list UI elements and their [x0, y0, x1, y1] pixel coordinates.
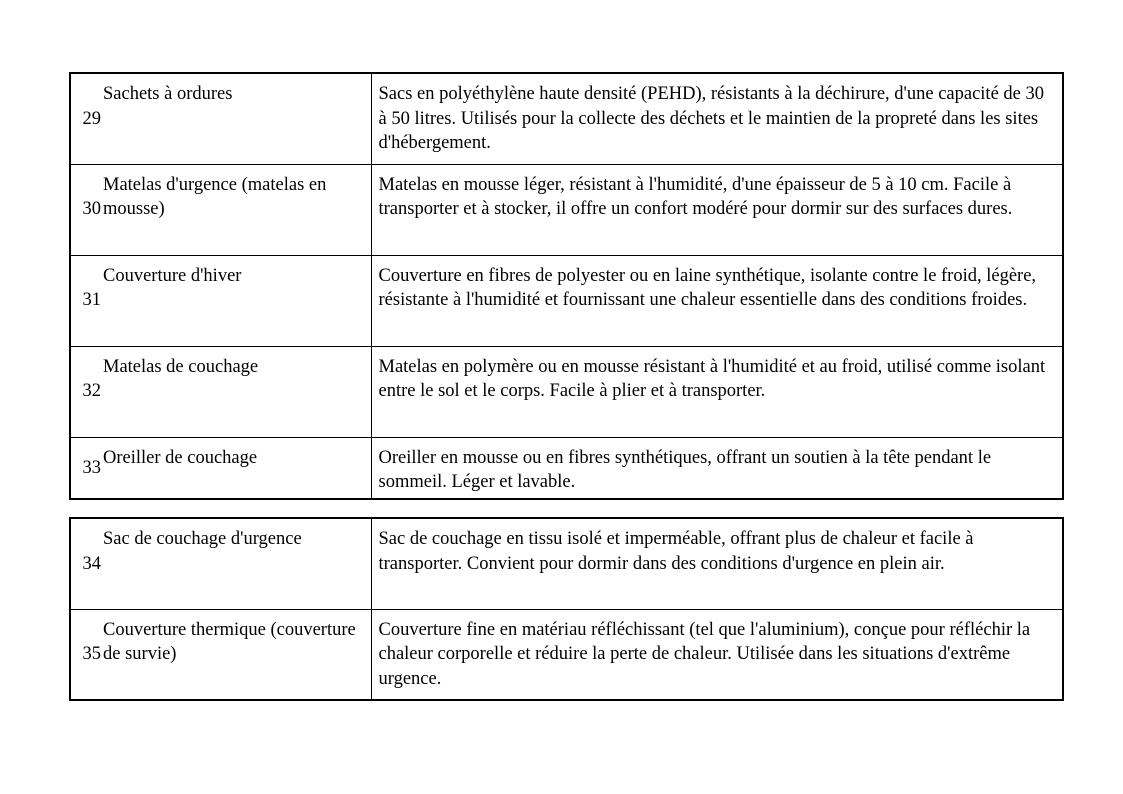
item-name: Matelas d'urgence (matelas en mousse)	[103, 174, 327, 219]
item-description: Matelas en polymère ou en mousse résistant à l'humidité et au froid, utilisé comme isolant entre le sol et le corps. Facile à plier et à transporter.	[378, 356, 1046, 401]
row-number: 33	[70, 437, 102, 499]
table-row	[70, 164, 1063, 255]
item-description: Matelas en mousse léger, résistant à l'humidité, d'une épaisseur de 5 à 10 cm. Facile à transporter et à stocker, il offre un confort modéré pour dormir sur des surfaces dures.	[378, 174, 1013, 219]
row-number: 35	[70, 609, 102, 700]
item-description: Couverture en fibres de polyester ou en laine synthétique, isolante contre le froid, légère, résistante à l'humidité et fournissant une chaleur essentielle dans des conditions froides.	[378, 265, 1037, 310]
table-row	[70, 255, 1063, 346]
item-description: Oreiller en mousse ou en fibres synthétiques, offrant un soutien à la tête pendant le sommeil. Léger et lavable.	[378, 447, 992, 492]
table-row	[70, 73, 1063, 164]
item-name: Sachets à ordures	[103, 84, 233, 104]
items-table-1	[69, 72, 1064, 500]
item-name: Couverture d'hiver	[103, 265, 242, 286]
item-description: Sac de couchage en tissu isolé et imperméable, offrant plus de chaleur et facile à transporter. Convient pour dormir dans des conditions d'urgence en plein air.	[378, 529, 974, 574]
item-name: Couverture thermique (couverture de survie)	[103, 619, 356, 664]
items-table-2	[69, 517, 1064, 701]
table-row	[70, 346, 1063, 437]
row-number: 30	[70, 164, 102, 255]
item-name: Oreiller de couchage	[103, 447, 258, 468]
table-row	[70, 518, 1063, 609]
item-description: Couverture fine en matériau réfléchissant (tel que l'aluminium), conçue pour réfléchir la chaleur corporelle et réduire la perte de chaleur. Utilisée dans les situations d'extrême urgence.	[378, 619, 1031, 689]
item-description: Sacs en polyéthylène haute densité (PEHD), résistants à la déchirure, d'une capacité de 30 à 50 litres. Utilisés pour la collecte des déchets et le maintien de la propreté dans les sites d'hébergement.	[378, 84, 1044, 153]
table-row	[70, 437, 1063, 499]
table-row	[70, 609, 1063, 700]
row-number: 31	[70, 255, 102, 346]
row-number: 34	[70, 518, 102, 609]
row-number: 29	[70, 73, 102, 164]
row-number: 32	[70, 346, 102, 437]
item-name: Matelas de couchage	[103, 356, 259, 377]
item-name: Sac de couchage d'urgence	[103, 529, 302, 549]
